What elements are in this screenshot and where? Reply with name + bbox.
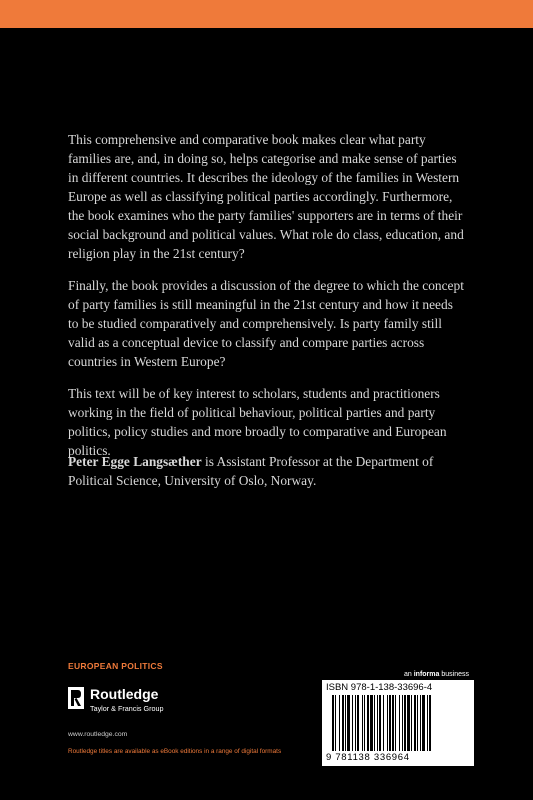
series-label: EUROPEAN POLITICS bbox=[68, 661, 163, 671]
barcode-bar bbox=[389, 695, 391, 751]
barcode-bar bbox=[362, 695, 363, 751]
barcode-bar bbox=[355, 695, 356, 751]
blurb-paragraph: This text will be of key interest to scholars, students and practitioners working in the field of political behaviour, political parties and party politics, policy studies and more broadly to comparative and European politics. bbox=[68, 386, 447, 458]
ebook-note: Routledge titles are available as eBook editions in a range of digital formats bbox=[68, 748, 282, 755]
blurb-paragraph: This comprehensive and comparative book makes clear what party families are, and, in doing so, helps categorise and make sense of parties in different countries. It describes the ideology of the families in Western Europe as well as classifying political parties accordingly. Furthermore, the book examines who the party families' supporters are in terms of their social background and political values. What role do class, education, and religion play in the 21st century? bbox=[68, 132, 464, 261]
barcode-bar bbox=[407, 695, 410, 751]
barcode-bar bbox=[345, 695, 346, 751]
barcode-bar bbox=[395, 695, 396, 751]
blurb-paragraph: Finally, the book provides a discussion of the degree to which the concept of party families is still meaningful in the 21st century and how it needs to be studied comparatively and comprehensively. Is party family still valid as a conceptual device to classify and compare parties across countries in Western Europe? bbox=[68, 278, 464, 369]
isbn-label: ISBN 978-1-138-33696-4 bbox=[326, 682, 433, 693]
informa-business-label bbox=[404, 671, 469, 678]
publisher-name: Routledge bbox=[90, 686, 159, 702]
barcode-bar bbox=[364, 695, 365, 751]
publisher-website: www.routledge.com bbox=[68, 731, 128, 738]
barcode-bar bbox=[417, 695, 418, 751]
author-bio-text: is Assistant Professor at the Department of Political Science, University of Oslo, Norway. bbox=[68, 454, 434, 488]
barcode-bar bbox=[377, 695, 378, 751]
informa-brand: informa bbox=[413, 671, 440, 678]
author-bio bbox=[68, 452, 468, 490]
barcode-bar bbox=[347, 695, 350, 751]
barcode-bars bbox=[332, 695, 464, 753]
barcode-bar bbox=[399, 695, 400, 751]
barcode-bar bbox=[414, 695, 416, 751]
barcode-bar bbox=[427, 695, 428, 751]
barcode-bar bbox=[374, 695, 375, 751]
barcode-bar bbox=[335, 695, 336, 751]
barcode-bar bbox=[429, 695, 431, 751]
routledge-logo-icon bbox=[68, 687, 84, 709]
informa-prefix: an bbox=[404, 671, 414, 678]
barcode-bar bbox=[357, 695, 359, 751]
barcode-bar bbox=[370, 695, 373, 751]
barcode-bar bbox=[352, 695, 353, 751]
barcode-bar bbox=[420, 695, 421, 751]
isbn-digits: 9 781138 336964 bbox=[326, 752, 410, 763]
informa-suffix: business bbox=[439, 671, 469, 678]
barcode-bar bbox=[367, 695, 369, 751]
barcode-bar bbox=[379, 695, 381, 751]
author-name: Peter Egge Langsæther bbox=[68, 454, 202, 469]
isbn-barcode bbox=[322, 680, 474, 766]
barcode-bar bbox=[402, 695, 403, 751]
barcode-bar bbox=[411, 695, 412, 751]
barcode-bar bbox=[383, 695, 384, 751]
barcode-bar bbox=[387, 695, 388, 751]
barcode-bar bbox=[339, 695, 340, 751]
barcode-bar bbox=[422, 695, 425, 751]
barcode-bar bbox=[404, 695, 406, 751]
back-cover-blurb bbox=[68, 130, 466, 473]
top-accent-bar bbox=[0, 0, 533, 28]
barcode-bar bbox=[342, 695, 344, 751]
publisher-group: Taylor & Francis Group bbox=[90, 704, 164, 713]
barcode-bar bbox=[332, 695, 334, 751]
barcode-bar bbox=[392, 695, 394, 751]
